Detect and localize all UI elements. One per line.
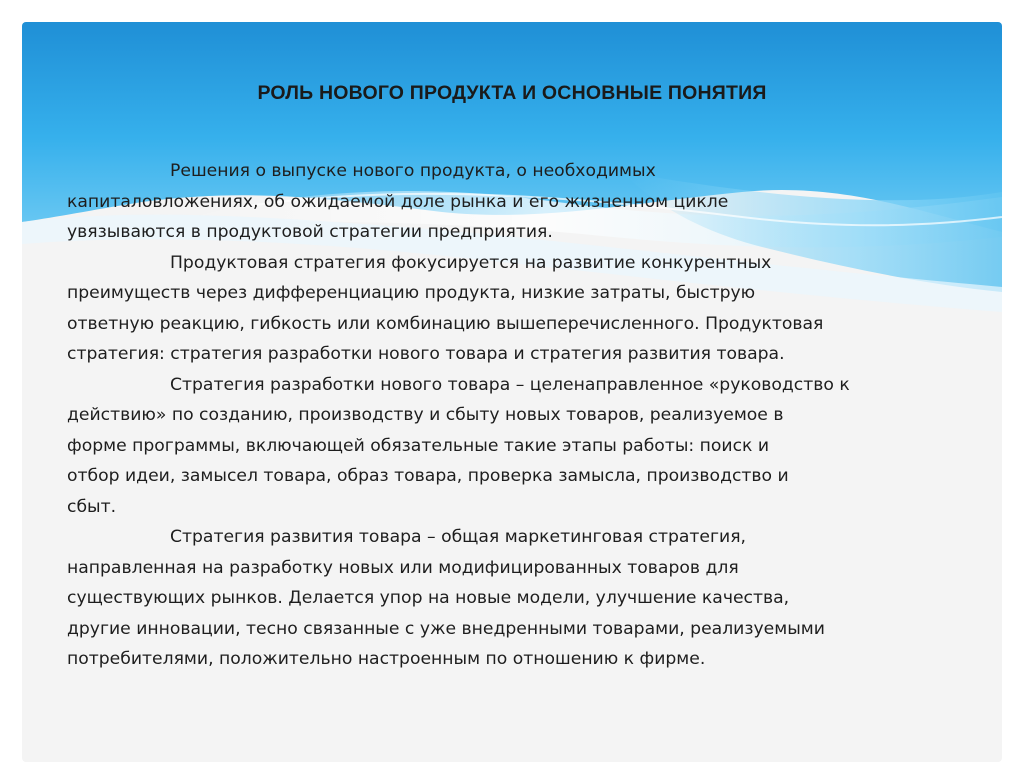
slide: [22, 22, 1002, 762]
text-line: сбыт.: [67, 496, 117, 517]
text-line: другие инновации, тесно связанные с уже внедренными товарами, реализуемыми: [67, 618, 825, 639]
text-line: Стратегия разработки нового товара – целенаправленное «руководство к: [170, 374, 850, 395]
paragraph-3: [67, 370, 987, 523]
text-line: капиталовложениях, об ожидаемой доле рынка и его жизненном цикле: [67, 191, 729, 212]
slide-body: [67, 156, 987, 675]
text-line: Стратегия развития товара – общая маркетинговая стратегия,: [170, 527, 746, 547]
text-line: действию» по созданию, производству и сбыту новых товаров, реализуемое в: [67, 405, 784, 425]
text-line: существующих рынков. Делается упор на новые модели, улучшение качества,: [67, 588, 790, 608]
paragraph-1: [67, 156, 987, 248]
text-line: направленная на разработку новых или модифицированных товаров для: [67, 557, 739, 578]
text-line: Продуктовая стратегия фокусируется на развитие конкурентных: [170, 252, 772, 273]
paragraph-2: [67, 248, 987, 370]
text-line: потребителями, положительно настроенным по отношению к фирме.: [67, 649, 706, 669]
text-line: стратегия: стратегия разработки нового товара и стратегия развития товара.: [67, 344, 785, 364]
text-line: Решения о выпуске нового продукта, о необходимых: [170, 161, 656, 181]
text-line: форме программы, включающей обязательные такие этапы работы: поиск и: [67, 435, 770, 456]
text-line: отбор идеи, замысел товара, образ товара, проверка замысла, производство и: [67, 466, 789, 486]
paragraph-4: [67, 522, 987, 675]
text-line: увязываются в продуктовой стратегии предприятия.: [67, 222, 553, 242]
text-line: преимуществ через дифференциацию продукта, низкие затраты, быструю: [67, 283, 756, 303]
slide-title: РОЛЬ НОВОГО ПРОДУКТА И ОСНОВНЫЕ ПОНЯТИЯ: [257, 82, 767, 104]
text-line: ответную реакцию, гибкость или комбинацию вышеперечисленного. Продуктовая: [67, 313, 824, 334]
